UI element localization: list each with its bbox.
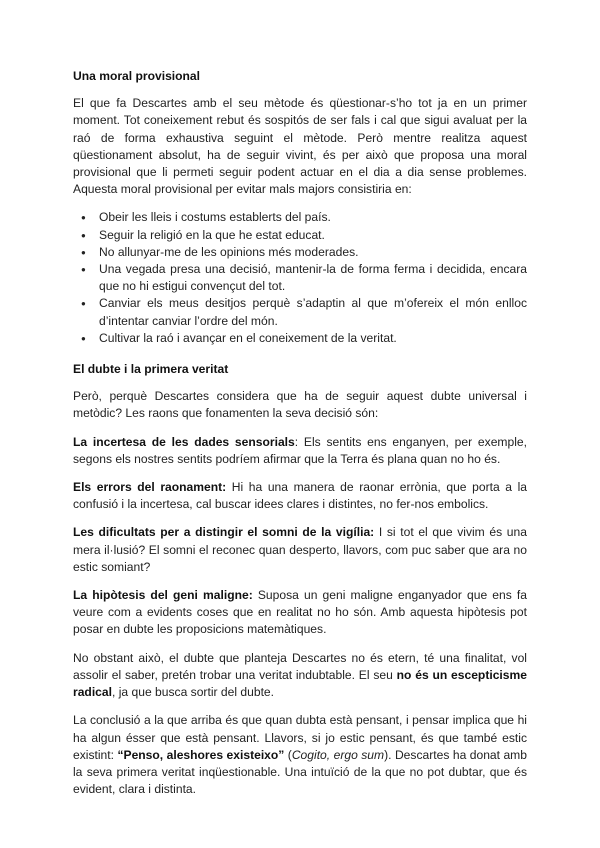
reason-term: Les dificultats per a distingir el somni de la vigília: <box>73 525 375 540</box>
list-item: ● Canviar els meus desitjos perquè s’adaptin al que m’ofereix el món enlloc d’intentar canviar l’ordre del món. <box>99 295 527 329</box>
reason-text: I si tot el que vivim és una mera il·lusió? El somni el reconec quan desperto, llavors, com puc saber que ara no estic somiant? <box>73 525 527 574</box>
reason-term: La incertesa de les dades sensorials <box>73 434 295 449</box>
paragraph-reason-sensorials <box>73 434 527 468</box>
reason-text: Suposa un geni maligne enganyador que ens fa veure com a evidents coses que en realitat no ho són. Amb aquesta hipòtesis pot posar en dubte les proposicions matemàtiques. <box>73 588 527 637</box>
reason-text: Els sentits ens enganyen, per exemple, segons els nostres sentits podríem afirmar que la Terra és plana quan no ho és. <box>73 434 527 466</box>
reason-term: La hipòtesis del geni maligne: <box>73 588 253 603</box>
paragraph-reason-geni <box>73 587 527 639</box>
bold-run: “Penso, aleshores existeixo” <box>117 747 285 762</box>
text-run: No obstant això, el dubte que planteja Descartes no és etern, té una finalitat, vol assolir el saber, pretén trobar una veritat indubtable. El seu <box>73 650 527 682</box>
italic-run: Cogito, ergo sum <box>291 747 385 762</box>
paragraph-dubte-finalitat <box>73 650 527 702</box>
text-run: La conclusió a la que arriba és que quan dubta està pensant, i pensar implica que hi ha algun ésser que està pensant. Llavors, si jo estic pensant, és que també estic existint: <box>73 713 527 762</box>
paragraph-reason-raonament <box>73 479 527 513</box>
list-item: ● No allunyar-me de les opinions més moderades. <box>99 244 527 261</box>
moral-rules-list <box>73 209 527 347</box>
list-item: ● Seguir la religió en la que he estat educat. <box>99 227 527 244</box>
paragraph-moral-intro: El que fa Descartes amb el seu mètode és qüestionar-s’ho tot ja en un primer moment. Tot coneixement rebut és sospitós de ser fals i cal que sigui avaluat per la raó de forma exhaustiva seguint el mètode. Però mentre realitza aquest qüestionament absolut, ha de seguir vivint, és per això que proposa una moral provisional que li permeti seguir podent actuar en el dia a dia sense problemes. Aquesta moral provisional per evitar mals majors consistiria en: <box>73 96 527 197</box>
paragraph-conclusio <box>73 712 527 798</box>
section-title-moral-provisional: Una moral provisional <box>73 69 201 83</box>
text-run: , ja que busca sortir del dubte. <box>112 685 275 700</box>
list-item: ● Cultivar la raó i avançar en el coneixement de la veritat. <box>99 330 527 347</box>
document-page <box>73 68 527 809</box>
list-item: ● Obeir les lleis i costums establerts del país. <box>99 209 527 226</box>
text-run: ). Descartes ha donat amb la seva primera veritat inqüestionable. Una intuïció de la que no pot dubtar, que és evident, clara i distinta. <box>73 747 527 797</box>
list-item: ● Una vegada presa una decisió, mantenir-la de forma ferma i decidida, encara que no hi estigui convençut del tot. <box>99 261 527 295</box>
paragraph-dubte-intro: Però, perquè Descartes considera que ha de seguir aquest dubte universal i metòdic? Les raons que fonamenten la seva decisió són: <box>73 389 527 421</box>
paragraph-reason-somni <box>73 524 527 576</box>
text-run: ( <box>284 747 292 762</box>
reason-separator: : <box>294 434 304 449</box>
reason-text: Hi ha una manera de raonar errònia, que porta a la confusió i la incertesa, cal buscar idees clares i distintes, no fer-nos embolics. <box>73 480 527 512</box>
bold-run: no és un escepticisme radical <box>73 667 528 700</box>
section-title-dubte: El dubte i la primera veritat <box>73 362 229 377</box>
reason-term: Els errors del raonament: <box>73 480 227 495</box>
